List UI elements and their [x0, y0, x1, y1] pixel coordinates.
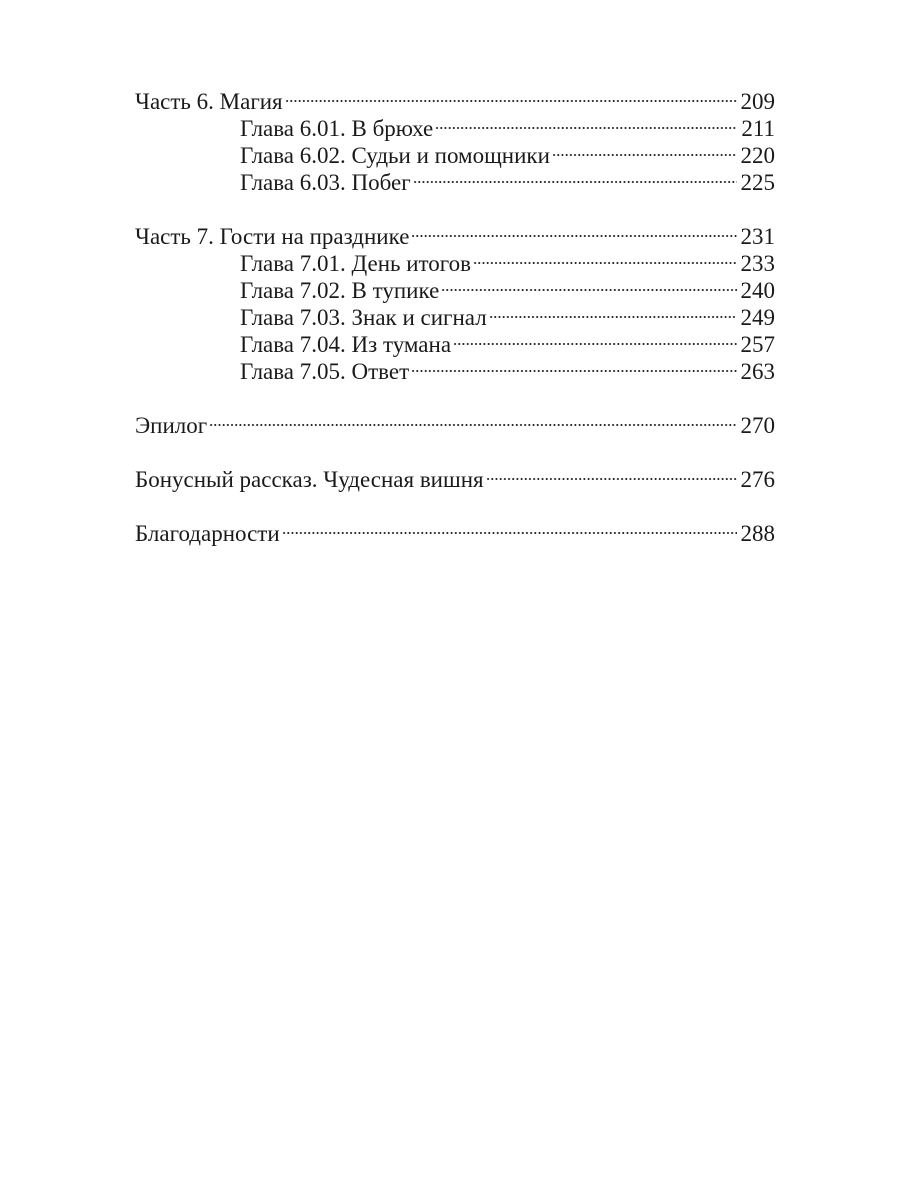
- toc-entry-page: 276: [740, 467, 775, 492]
- dot-leader: [441, 271, 736, 298]
- toc-entry-epilogue: [135, 406, 775, 438]
- toc-part-7: [135, 217, 775, 384]
- toc-entry-chapter-7-02: [135, 271, 775, 303]
- toc-entry-page: 288: [740, 521, 775, 546]
- toc-entry-page: 225: [740, 170, 775, 195]
- toc-entry-chapter-6-02: [135, 136, 775, 168]
- toc-entry-title: Глава 7.03. Знак и сигнал: [240, 305, 487, 330]
- toc-entry-page: 240: [740, 278, 775, 303]
- dot-leader: [411, 217, 736, 244]
- table-of-contents: [135, 82, 775, 568]
- toc-entry-title: Бонусный рассказ. Чудесная вишня: [135, 467, 484, 492]
- toc-entry-title: Часть 7. Гости на празднике: [135, 224, 410, 249]
- toc-entry-page: 209: [740, 89, 775, 114]
- toc-entry-page: 220: [740, 143, 775, 168]
- toc-entry-acknowledgements: [135, 514, 775, 546]
- dot-leader: [209, 406, 736, 433]
- dot-leader: [413, 163, 737, 190]
- toc-entry-page: 231: [740, 224, 775, 249]
- dot-leader: [435, 109, 737, 136]
- toc-entry-chapter-7-04: [135, 325, 775, 357]
- toc-entry-bonus-story: [135, 460, 775, 492]
- dot-leader: [285, 82, 737, 109]
- dot-leader: [411, 352, 736, 379]
- toc-entry-title: Часть 6. Магия: [135, 89, 283, 114]
- dot-leader: [473, 244, 736, 271]
- toc-entry-title: Глава 7.02. В тупике: [240, 278, 440, 303]
- toc-entry-title: Благодарности: [135, 521, 280, 546]
- toc-bonus: [135, 460, 775, 492]
- toc-part-6: [135, 82, 775, 195]
- toc-entry-chapter-6-03: [135, 163, 775, 195]
- toc-entry-title: Глава 7.04. Из тумана: [240, 332, 452, 357]
- toc-entry-part-7: [135, 217, 775, 249]
- toc-entry-chapter-7-05: [135, 352, 775, 384]
- toc-entry-chapter-7-03: [135, 298, 775, 330]
- toc-entry-title: Глава 6.03. Побег: [240, 170, 411, 195]
- dot-leader: [282, 514, 737, 541]
- dot-leader: [453, 325, 736, 352]
- toc-entry-part-6: [135, 82, 775, 114]
- toc-entry-title: Глава 7.05. Ответ: [240, 359, 410, 384]
- toc-entry-page: 257: [740, 332, 775, 357]
- toc-entry-page: 249: [740, 305, 775, 330]
- dot-leader: [486, 460, 737, 487]
- toc-entry-page: 263: [740, 359, 775, 384]
- toc-entry-page: 233: [740, 251, 775, 276]
- toc-entry-page: 270: [740, 413, 775, 438]
- dot-leader: [552, 136, 737, 163]
- toc-entry-page: 211: [741, 116, 775, 141]
- toc-entry-title: Глава 6.02. Судьи и помощники: [240, 143, 550, 168]
- toc-epilogue: [135, 406, 775, 438]
- toc-acknowledgements: [135, 514, 775, 546]
- dot-leader: [489, 298, 737, 325]
- toc-entry-title: Эпилог: [135, 413, 208, 438]
- toc-entry-title: Глава 6.01. В брюхе: [240, 116, 434, 141]
- toc-entry-title: Глава 7.01. День итогов: [240, 251, 472, 276]
